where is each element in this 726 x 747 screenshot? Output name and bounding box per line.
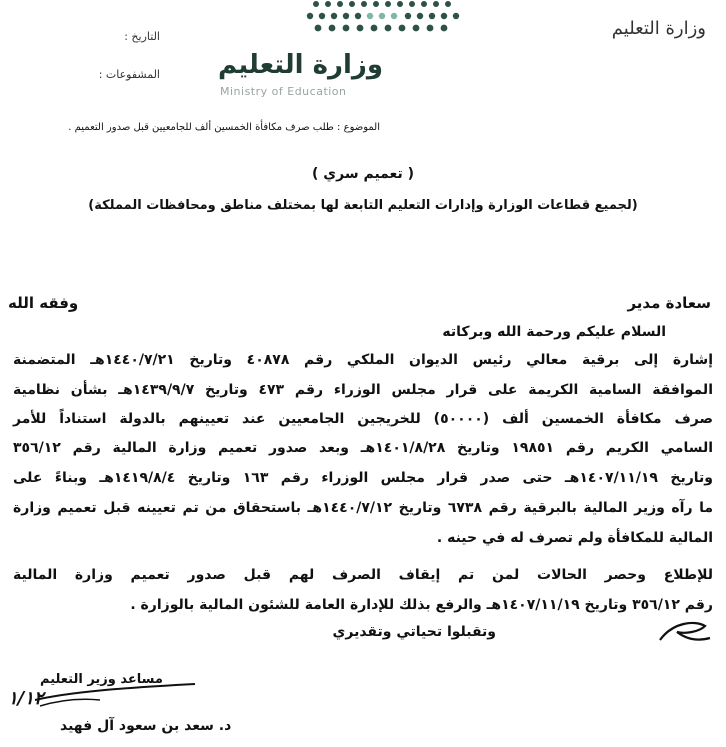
initials-scribble-icon — [655, 612, 715, 652]
salutation-right: سعادة مدير — [627, 294, 711, 312]
subject-line: الموضوع : طلب صرف مكافأة الخمسين ألف للجامعيين قبل صدور التعميم . — [68, 122, 380, 133]
ministry-logo-icon — [298, 0, 468, 40]
logo-arabic-text: وزارة التعليم — [218, 50, 383, 80]
body-line-4: السامي الكريم رقم ١٩٨٥١ وتاريخ ١٤٠١/٨/٢٨هـ وبعد صدور تعميم وزارة المالية رقم ٣٥٦/١٢ — [13, 440, 714, 456]
greeting: السلام عليكم ورحمة الله وبركاته — [442, 324, 666, 340]
body-line-5: وتاريخ ١٤٠٧/١١/١٩هـ حتى صدر قرار مجلس الوزراء رقم ١٦٣ وتاريخ ١٤١٩/٨/٤هـ وبناءً على — [13, 470, 713, 486]
body-line-3: صرف مكافأة الخمسين ألف (٥٠٠٠٠) للخريجين الجامعيين عند تعيينهم بالدولة استناداً للأمر — [13, 411, 713, 427]
ministry-name-top-right: وزارة التعليم — [611, 18, 706, 39]
logo-english-text: Ministry of Education — [220, 85, 347, 98]
signature-scribble-icon — [30, 670, 200, 715]
salutation-left: وفقه الله — [8, 294, 79, 312]
handwritten-date: ١/١٢ — [8, 688, 44, 709]
signature-name: د. سعد بن سعود آل فهيد — [60, 718, 232, 734]
body-line-2: الموافقة السامية الكريمة على قرار مجلس الوزراء رقم ٤٧٣ وتاريخ ١٤٣٩/٩/٧هـ بشأن نظامية — [13, 382, 713, 398]
document-title: ( تعميم سري ) — [312, 166, 414, 182]
closing: وتقبلوا تحياتي وتقديري — [332, 624, 496, 640]
recipients-line: (لجميع قطاعات الوزارة وإدارات التعليم التابعة لها بمختلف مناطق ومحافظات المملكة) — [88, 198, 638, 213]
attachments-label: المشفوعات : — [98, 68, 160, 81]
body-line-1: إشارة إلى برقية معالي رئيس الديوان الملكي رقم ٤٠٨٧٨ وتاريخ ١٤٤٠/٧/٢١هـ المتضمنة — [13, 352, 713, 368]
body2-line-1: للإطلاع وحصر الحالات لمن تم إيقاف الصرف لهم قبل صدور تعميم وزارة المالية — [13, 567, 713, 583]
date-label: التاريخ : — [124, 30, 160, 43]
body-line-6: ما رآه وزير المالية بالبرقية رقم ٦٧٣٨ وتاريخ ١٤٤٠/٧/١٢هـ باستحقاق من تم تعيينه قبل تعميم وزارة — [13, 500, 714, 516]
body2-line-2: رقم ٣٥٦/١٢ وتاريخ ١٤٠٧/١١/١٩هـ والرفع بذلك للإدارة العامة للشئون المالية بالوزارة . — [130, 597, 713, 613]
body-line-7: المالية للمكافأة ولم تصرف له في حينه . — [436, 530, 713, 546]
signature-title: مساعد وزير التعليم — [40, 672, 163, 687]
